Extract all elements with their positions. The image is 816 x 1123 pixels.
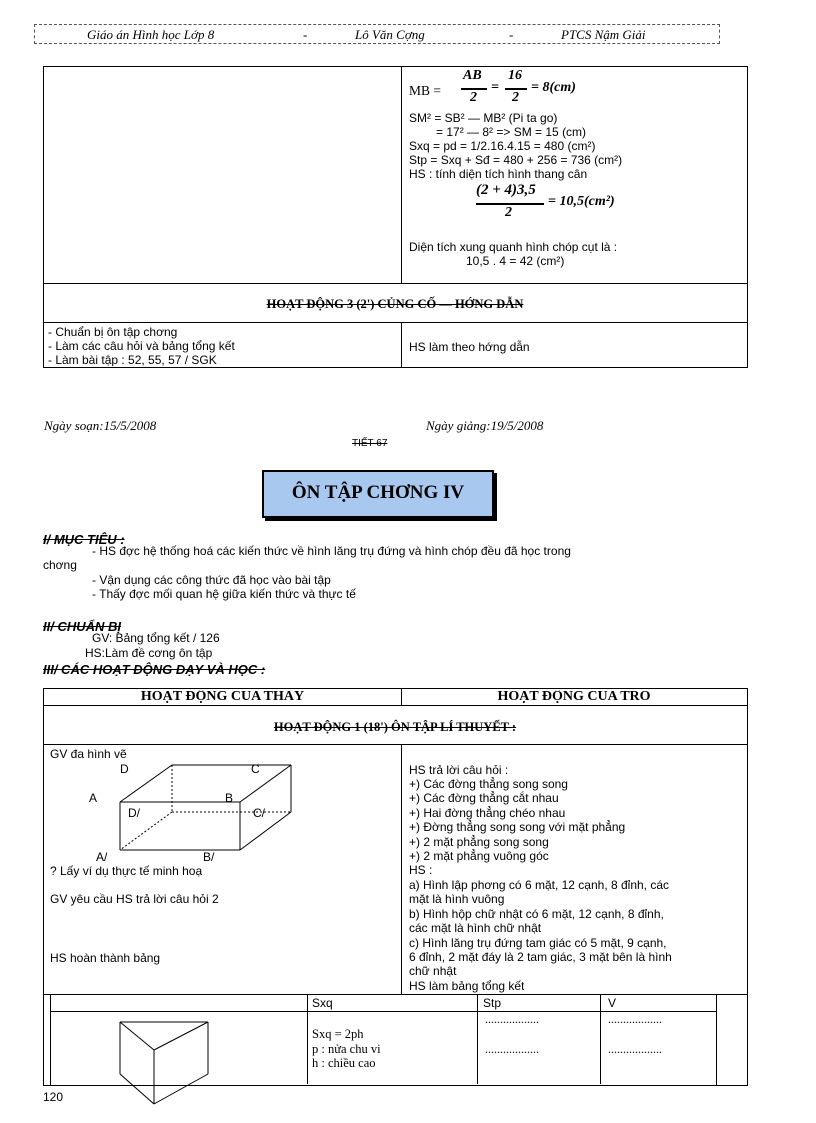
student-follow-text: HS làm theo hớng dẫn	[409, 340, 530, 354]
blank-fill: ..................	[608, 1042, 662, 1056]
student-answer: HS trả lời câu hỏi :	[409, 763, 509, 777]
section2-heading: II/ CHUẨN BỊ	[43, 619, 121, 634]
student-answer: b) Hình hộp chữ nhật có 6 mặt, 12 cạnh, 8 đỉnh,	[409, 907, 664, 921]
header-author: Lô Văn Cợng	[355, 27, 425, 42]
lesson-period: TIẾT 67	[352, 438, 388, 449]
table-divider	[401, 66, 402, 283]
page-number: 120	[43, 1090, 64, 1104]
vertex-label-C: C	[251, 762, 260, 776]
student-answer: mặt là hình vuông	[409, 892, 505, 906]
vertex-label-C1: C/	[253, 806, 265, 820]
equals-sign: =	[491, 80, 499, 95]
student-answer: a) Hình lập phơng có 6 mặt, 12 cạnh, 8 đỉnh, các	[409, 878, 670, 892]
calc-line: = 17² — 8² => SM = 15 (cm)	[436, 125, 587, 139]
col-header-student: HOẠT ĐỘNG CỦA TRÒ	[497, 690, 651, 704]
table-divider	[401, 744, 402, 994]
objective-line: chơng	[43, 558, 77, 572]
homework-item: - Chuẩn bị ôn tập chơng	[48, 325, 178, 339]
table-divider	[43, 283, 747, 284]
lesson-title: ÔN TẬP CHƠNG IV	[291, 482, 465, 503]
student-answer: +) Các đờng thẳng cắt nhau	[409, 791, 559, 805]
header-subject: Giáo án Hình học Lớp 8	[87, 27, 215, 42]
date-prepared: Ngày soạn:15/5/2008	[44, 418, 157, 433]
sxq-legend: h : chiều cao	[312, 1056, 376, 1070]
blank-fill: ..................	[608, 1012, 662, 1026]
lesson-title-box	[262, 470, 494, 518]
calc-line: SM² = SB² — MB² (Pi ta go)	[409, 111, 558, 125]
mb-fraction2-numerator: 16	[508, 68, 522, 83]
box-figure	[50, 760, 310, 870]
section3-heading: III/ CÁC HOẠT ĐỘNG DẠY VÀ HỌC :	[43, 662, 266, 677]
blank-fill: ..................	[485, 1042, 539, 1056]
homework-item: - Làm các câu hỏi và bảng tổng kết	[48, 339, 235, 353]
activity1-title: HOẠT ĐỘNG 1 (18') ÔN TẬP LÍ THUYẾT :	[273, 720, 517, 734]
calc-line: HS : tính diện tích hình thang cân	[409, 167, 588, 181]
edge-B1C1	[240, 812, 291, 850]
student-answer: chữ nhật	[409, 964, 457, 978]
student-answer: +) 2 mặt phẳng vuông góc	[409, 849, 549, 863]
prism-figure	[110, 1014, 220, 1110]
sxq-legend: p : nửa chu vi	[312, 1042, 381, 1056]
sxq-formula: Sxq = 2ph	[312, 1027, 364, 1041]
student-answer: +) Các đờng thẳng song song	[409, 777, 568, 791]
preparation-line: GV: Bảng tổng kết / 126	[92, 631, 220, 645]
student-answer: các mặt là hình chữ nhật	[409, 921, 542, 935]
calc-line: Sxq = pd = 1/2.16.4.15 = 480 (cm²)	[409, 139, 596, 153]
date-taught: Ngày giảng:19/5/2008	[426, 418, 544, 433]
blank-fill: ..................	[485, 1012, 539, 1026]
student-answer: +) Đờng thẳng song song với mặt phẳng	[409, 820, 626, 834]
student-answer: c) Hình lăng trụ đứng tam giác có 5 mặt, 9 cạnh,	[409, 936, 667, 950]
objective-line: - HS đợc hệ thống hoá các kiến thức về hình lăng trụ đứng và hình chóp đều đã học trong	[92, 544, 571, 558]
teacher-intro: GV đa hình vẽ	[50, 747, 127, 761]
mb-fraction2-denominator: 2	[512, 90, 519, 105]
student-answer: HS làm bảng tổng kết	[409, 979, 525, 993]
table-divider	[43, 744, 747, 745]
preparation-line: HS:Làm đề cơng ôn tập	[85, 646, 213, 660]
objective-line: - Thấy đợc mối quan hệ giữa kiến thức và thực tế	[92, 587, 356, 601]
trapezoid-result: = 10,5(cm²)	[548, 194, 615, 209]
teacher-question: ? Lấy ví dụ thực tế minh hoạ	[50, 864, 203, 878]
homework-item: - Làm bài tập : 52, 55, 57 / SGK	[48, 353, 217, 366]
summary-header-v: V	[608, 996, 617, 1010]
vertex-label-D1: D/	[128, 806, 140, 820]
col-header-teacher: HOẠT ĐỘNG CỦA THẦY	[140, 690, 305, 704]
mb-fraction-denominator: 2	[470, 90, 477, 105]
summary-divider	[600, 994, 601, 1084]
calc-line: Stp = Sxq + Sđ = 480 + 256 = 736 (cm²)	[409, 153, 623, 167]
student-answer: 6 đỉnh, 2 mặt đáy là 2 tam giác, 3 mặt bên là hình	[409, 950, 672, 964]
trapezoid-numerator: (2 + 4)3,5	[476, 182, 536, 198]
vertex-label-B1: B/	[203, 850, 215, 864]
vertex-label-D: D	[120, 762, 129, 776]
student-answer: +) 2 mặt phẳng song song	[409, 835, 549, 849]
objective-line: - Vận dụng các công thức đã học vào bài tập	[92, 573, 331, 587]
summary-header-stp: Stp	[483, 996, 502, 1010]
summary-header-sxq: Sxq	[312, 996, 333, 1010]
mb-label: MB =	[409, 83, 441, 98]
table-divider	[401, 322, 402, 367]
trapezoid-denominator: 2	[505, 205, 512, 220]
page-header	[34, 24, 720, 44]
header-school: PTCS Nậm Giải	[561, 27, 646, 42]
summary-divider	[307, 994, 308, 1084]
summary-divider	[477, 994, 478, 1084]
vertex-label-A1: A/	[96, 850, 108, 864]
header-separator: -	[509, 27, 514, 42]
edge-CB	[240, 765, 291, 802]
section1-heading: I/ MỤC TIÊU :	[43, 532, 125, 547]
teacher-complete: HS hoàn thành bảng	[50, 951, 161, 965]
vertex-label-B: B	[225, 791, 234, 805]
lateral-area-label: Diện tích xung quanh hình chóp cụt là :	[409, 240, 618, 254]
student-answer: HS :	[409, 863, 433, 877]
table-divider	[43, 705, 747, 706]
teacher-request: GV yêu cầu HS trả lời câu hỏi 2	[50, 892, 219, 906]
activity3-title: HOẠT ĐỘNG 3 (2') CỦNG CỐ — HỚNG DẪN	[266, 297, 524, 311]
vertex-label-A: A	[89, 791, 98, 805]
table-divider	[43, 322, 747, 323]
mb-fraction-numerator: AB	[463, 68, 482, 83]
student-answer: +) Hai đờng thẳng chéo nhau	[409, 806, 566, 820]
lateral-area-value: 10,5 . 4 = 42 (cm²)	[466, 254, 565, 268]
mb-result: = 8(cm)	[531, 80, 576, 95]
header-separator: -	[303, 27, 308, 42]
